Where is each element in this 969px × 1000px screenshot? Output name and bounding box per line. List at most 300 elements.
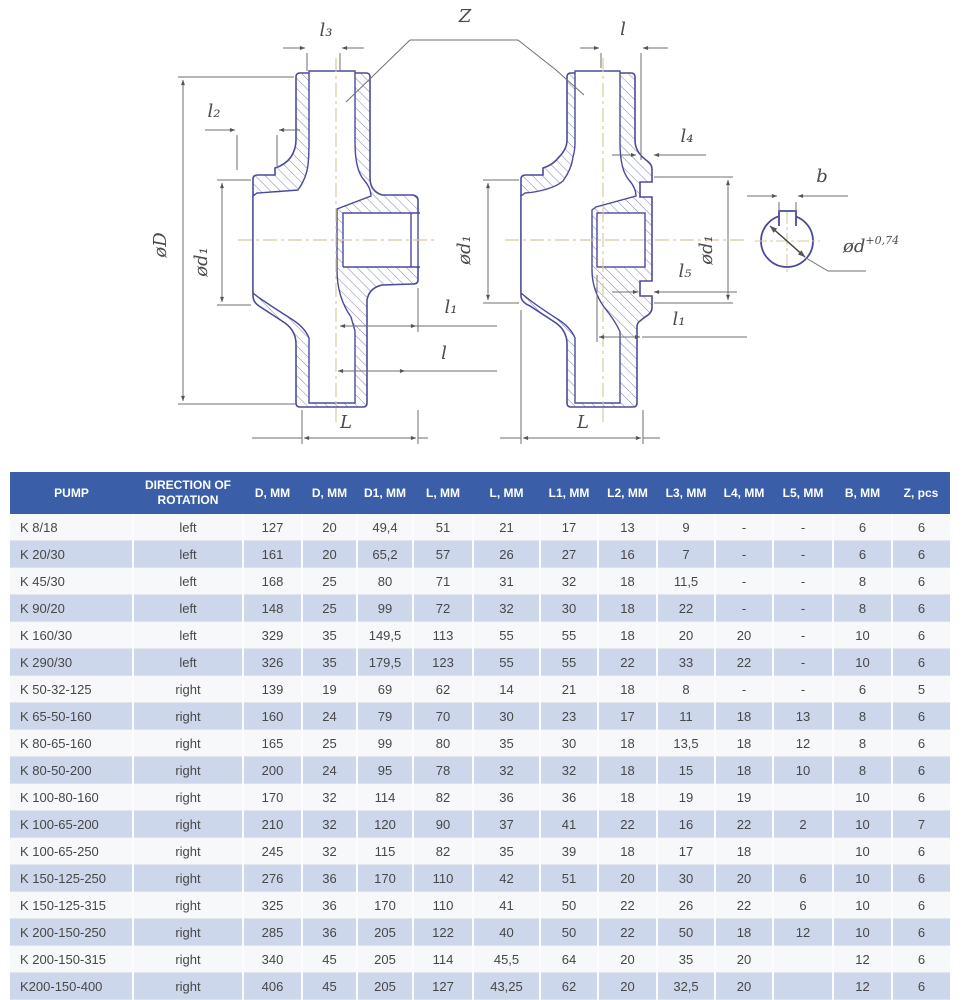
value-cell: 10 xyxy=(833,811,892,838)
table-row-K 100-65-250 xyxy=(10,838,950,865)
pump-table xyxy=(10,472,950,1000)
value-cell: 21 xyxy=(473,514,540,541)
dim-label-phi-D: øD xyxy=(150,232,171,258)
value-cell: 19 xyxy=(657,784,715,811)
table-row-K 160/30 xyxy=(10,622,950,649)
value-cell: 6 xyxy=(892,919,950,946)
value-cell: 20 xyxy=(657,622,715,649)
value-cell: 55 xyxy=(540,622,598,649)
value-cell: 6 xyxy=(892,784,950,811)
value-cell: 127 xyxy=(413,973,473,1000)
value-cell: 160 xyxy=(243,703,302,730)
pump-name-cell: K 80-65-160 xyxy=(10,730,133,757)
value-cell: 39 xyxy=(540,838,598,865)
value-cell: 276 xyxy=(243,865,302,892)
value-cell: 9 xyxy=(657,514,715,541)
pump-name-cell: K 20/30 xyxy=(10,541,133,568)
value-cell: 71 xyxy=(413,568,473,595)
column-header-7: L1, MM xyxy=(540,472,598,514)
value-cell: 23 xyxy=(540,703,598,730)
value-cell: 6 xyxy=(892,595,950,622)
value-cell: 16 xyxy=(598,541,657,568)
value-cell: 32 xyxy=(302,811,357,838)
impeller-section-left-view xyxy=(238,58,438,422)
table-row-K 200-150-250 xyxy=(10,919,950,946)
table-row-K 80-65-160 xyxy=(10,730,950,757)
value-cell: 24 xyxy=(302,703,357,730)
value-cell: 55 xyxy=(540,649,598,676)
value-cell: 6 xyxy=(892,541,950,568)
value-cell: 20 xyxy=(302,541,357,568)
value-cell: 50 xyxy=(540,919,598,946)
value-cell: 25 xyxy=(302,595,357,622)
value-cell: 32 xyxy=(473,595,540,622)
dim-label-l1-v1: l₁ xyxy=(444,297,458,318)
dim-label-l-v2: l xyxy=(620,19,626,40)
value-cell: - xyxy=(773,568,833,595)
value-cell: 10 xyxy=(833,865,892,892)
value-cell: 90 xyxy=(413,811,473,838)
value-cell: 79 xyxy=(357,703,413,730)
value-cell: 36 xyxy=(540,784,598,811)
value-cell: 170 xyxy=(357,892,413,919)
table-row-K 45/30 xyxy=(10,568,950,595)
value-cell: 6 xyxy=(892,622,950,649)
value-cell: left xyxy=(133,568,243,595)
value-cell: 18 xyxy=(598,622,657,649)
value-cell: 12 xyxy=(833,973,892,1000)
value-cell xyxy=(773,784,833,811)
value-cell: 99 xyxy=(357,730,413,757)
value-cell: - xyxy=(773,541,833,568)
value-cell: 6 xyxy=(892,892,950,919)
value-cell: 70 xyxy=(413,703,473,730)
value-cell: 62 xyxy=(540,973,598,1000)
value-cell: 120 xyxy=(357,811,413,838)
value-cell: 149,5 xyxy=(357,622,413,649)
value-cell: 200 xyxy=(243,757,302,784)
value-cell: 35 xyxy=(657,946,715,973)
value-cell: - xyxy=(773,649,833,676)
value-cell: 33 xyxy=(657,649,715,676)
value-cell: 25 xyxy=(302,730,357,757)
value-cell: 18 xyxy=(715,757,773,784)
value-cell: 22 xyxy=(657,595,715,622)
value-cell: 25 xyxy=(302,568,357,595)
pump-name-cell: K 200-150-250 xyxy=(10,919,133,946)
value-cell: 30 xyxy=(540,730,598,757)
value-cell: 17 xyxy=(598,703,657,730)
dim-label-phi-d1-v2-right: ød₁ xyxy=(696,235,717,265)
value-cell: 205 xyxy=(357,973,413,1000)
value-cell: 36 xyxy=(302,892,357,919)
dim-label-L-v2: L xyxy=(577,412,589,433)
dim-label-l-v1: l xyxy=(441,343,447,364)
value-cell: 10 xyxy=(833,892,892,919)
table-row-K 100-65-200 xyxy=(10,811,950,838)
value-cell: 6 xyxy=(892,973,950,1000)
pump-name-cell: K 50-32-125 xyxy=(10,676,133,703)
value-cell: 20 xyxy=(715,973,773,1000)
value-cell: 20 xyxy=(302,514,357,541)
value-cell: 170 xyxy=(357,865,413,892)
value-cell: - xyxy=(773,595,833,622)
value-cell: 110 xyxy=(413,892,473,919)
dim-label-phi-d1-v1: ød₁ xyxy=(191,247,212,277)
column-header-12: B, MM xyxy=(833,472,892,514)
value-cell: 18 xyxy=(598,568,657,595)
pump-name-cell: K 65-50-160 xyxy=(10,703,133,730)
value-cell: 22 xyxy=(598,649,657,676)
value-cell: 50 xyxy=(657,919,715,946)
value-cell: 32,5 xyxy=(657,973,715,1000)
column-header-6: L, MM xyxy=(473,472,540,514)
pump-name-cell: K 80-50-200 xyxy=(10,757,133,784)
value-cell: - xyxy=(715,595,773,622)
value-cell: 329 xyxy=(243,622,302,649)
column-header-13: Z, pcs xyxy=(892,472,950,514)
pump-name-cell: K 100-80-160 xyxy=(10,784,133,811)
value-cell: 22 xyxy=(715,892,773,919)
value-cell: 406 xyxy=(243,973,302,1000)
value-cell: 80 xyxy=(357,568,413,595)
value-cell: 20 xyxy=(715,622,773,649)
value-cell: 6 xyxy=(773,865,833,892)
value-cell: - xyxy=(715,568,773,595)
value-cell: 43,25 xyxy=(473,973,540,1000)
value-cell: 20 xyxy=(598,946,657,973)
value-cell: 19 xyxy=(302,676,357,703)
value-cell: 18 xyxy=(715,919,773,946)
value-cell: - xyxy=(715,541,773,568)
value-cell: 18 xyxy=(598,757,657,784)
value-cell: 18 xyxy=(598,676,657,703)
value-cell: 6 xyxy=(892,568,950,595)
value-cell: left xyxy=(133,649,243,676)
value-cell: - xyxy=(773,622,833,649)
value-cell: 6 xyxy=(892,946,950,973)
value-cell: 26 xyxy=(473,541,540,568)
pump-name-cell: K 8/18 xyxy=(10,514,133,541)
pump-name-cell: K 290/30 xyxy=(10,649,133,676)
value-cell: 210 xyxy=(243,811,302,838)
value-cell: 18 xyxy=(598,595,657,622)
value-cell: left xyxy=(133,541,243,568)
value-cell: 20 xyxy=(598,973,657,1000)
value-cell: 8 xyxy=(833,730,892,757)
column-header-4: D1, MM xyxy=(357,472,413,514)
value-cell: right xyxy=(133,811,243,838)
table-row-K 80-50-200 xyxy=(10,757,950,784)
value-cell: 18 xyxy=(598,784,657,811)
shaft-bore-detail xyxy=(755,211,820,272)
value-cell: 6 xyxy=(892,730,950,757)
value-cell: 80 xyxy=(413,730,473,757)
value-cell: 22 xyxy=(598,811,657,838)
value-cell: 36 xyxy=(302,919,357,946)
column-header-0: PUMP xyxy=(10,472,133,514)
value-cell: right xyxy=(133,784,243,811)
value-cell: 45,5 xyxy=(473,946,540,973)
value-cell: 10 xyxy=(833,838,892,865)
value-cell: 13,5 xyxy=(657,730,715,757)
value-cell: 6 xyxy=(892,838,950,865)
value-cell: right xyxy=(133,946,243,973)
value-cell: 113 xyxy=(413,622,473,649)
value-cell: 51 xyxy=(540,865,598,892)
value-cell: 69 xyxy=(357,676,413,703)
value-cell: 65,2 xyxy=(357,541,413,568)
value-cell: 325 xyxy=(243,892,302,919)
pump-dimensions-table xyxy=(10,472,950,1000)
value-cell: 35 xyxy=(473,838,540,865)
dim-label-l4: l₄ xyxy=(680,126,694,147)
value-cell: 20 xyxy=(715,946,773,973)
value-cell: - xyxy=(773,514,833,541)
value-cell: 40 xyxy=(473,919,540,946)
value-cell: 45 xyxy=(302,973,357,1000)
value-cell: 30 xyxy=(473,703,540,730)
value-cell: 115 xyxy=(357,838,413,865)
value-cell: 95 xyxy=(357,757,413,784)
value-cell: 35 xyxy=(302,622,357,649)
value-cell: 26 xyxy=(657,892,715,919)
value-cell: 8 xyxy=(833,757,892,784)
value-cell xyxy=(773,838,833,865)
value-cell: 8 xyxy=(657,676,715,703)
value-cell: 6 xyxy=(833,676,892,703)
table-row-K 200-150-315 xyxy=(10,946,950,973)
dim-label-phi-d1-v2-left: ød₁ xyxy=(454,235,475,265)
dim-label-phi-d-tolerance: $ød^{+0,74}$ xyxy=(843,234,900,257)
value-cell: 16 xyxy=(657,811,715,838)
pump-name-cell: K 100-65-250 xyxy=(10,838,133,865)
value-cell: 41 xyxy=(540,811,598,838)
value-cell: 24 xyxy=(302,757,357,784)
value-cell: 11,5 xyxy=(657,568,715,595)
value-cell: - xyxy=(715,676,773,703)
value-cell: 18 xyxy=(715,703,773,730)
value-cell: 10 xyxy=(833,784,892,811)
value-cell: 82 xyxy=(413,838,473,865)
table-row-K200-150-400 xyxy=(10,973,950,1000)
value-cell: left xyxy=(133,622,243,649)
value-cell: 12 xyxy=(833,946,892,973)
value-cell: 245 xyxy=(243,838,302,865)
value-cell: 32 xyxy=(473,757,540,784)
value-cell: 27 xyxy=(540,541,598,568)
value-cell: 31 xyxy=(473,568,540,595)
value-cell: 340 xyxy=(243,946,302,973)
value-cell: 99 xyxy=(357,595,413,622)
value-cell: 62 xyxy=(413,676,473,703)
dim-label-l3: l₃ xyxy=(319,20,333,41)
value-cell: right xyxy=(133,676,243,703)
value-cell: 57 xyxy=(413,541,473,568)
value-cell: 285 xyxy=(243,919,302,946)
value-cell: 18 xyxy=(715,730,773,757)
value-cell: 7 xyxy=(892,811,950,838)
value-cell: 139 xyxy=(243,676,302,703)
value-cell: right xyxy=(133,730,243,757)
pump-name-cell: K 200-150-315 xyxy=(10,946,133,973)
value-cell: 55 xyxy=(473,649,540,676)
value-cell: 82 xyxy=(413,784,473,811)
dim-label-L-v1: L xyxy=(340,412,352,433)
value-cell: 45 xyxy=(302,946,357,973)
value-cell: 18 xyxy=(598,838,657,865)
value-cell xyxy=(773,946,833,973)
value-cell: 35 xyxy=(473,730,540,757)
value-cell: right xyxy=(133,838,243,865)
value-cell: right xyxy=(133,973,243,1000)
value-cell: right xyxy=(133,919,243,946)
table-row-K 90/20 xyxy=(10,595,950,622)
pump-name-cell: K 100-65-200 xyxy=(10,811,133,838)
value-cell: 17 xyxy=(657,838,715,865)
value-cell: 114 xyxy=(413,946,473,973)
value-cell: 49,4 xyxy=(357,514,413,541)
table-row-K 290/30 xyxy=(10,649,950,676)
value-cell: 5 xyxy=(892,676,950,703)
value-cell: 36 xyxy=(473,784,540,811)
value-cell: left xyxy=(133,595,243,622)
column-header-2: D, MM xyxy=(243,472,302,514)
value-cell: 37 xyxy=(473,811,540,838)
dim-label-z: Z xyxy=(458,6,472,27)
value-cell: 6 xyxy=(892,649,950,676)
value-cell: 18 xyxy=(715,838,773,865)
column-header-11: L5, MM xyxy=(773,472,833,514)
value-cell: - xyxy=(715,514,773,541)
value-cell: 13 xyxy=(598,514,657,541)
value-cell xyxy=(773,973,833,1000)
value-cell: 205 xyxy=(357,946,413,973)
value-cell: 35 xyxy=(302,649,357,676)
value-cell: 12 xyxy=(773,730,833,757)
value-cell: 170 xyxy=(243,784,302,811)
value-cell: 114 xyxy=(357,784,413,811)
value-cell: 2 xyxy=(773,811,833,838)
value-cell: 42 xyxy=(473,865,540,892)
value-cell: 6 xyxy=(892,703,950,730)
value-cell: 161 xyxy=(243,541,302,568)
table-row-K 50-32-125 xyxy=(10,676,950,703)
table-row-K 8/18 xyxy=(10,514,950,541)
value-cell: 78 xyxy=(413,757,473,784)
value-cell: 165 xyxy=(243,730,302,757)
value-cell: 22 xyxy=(598,919,657,946)
value-cell: 8 xyxy=(833,703,892,730)
pump-name-cell: K200-150-400 xyxy=(10,973,133,1000)
dim-label-l2: l₂ xyxy=(207,101,221,122)
value-cell: 127 xyxy=(243,514,302,541)
value-cell: - xyxy=(773,676,833,703)
value-cell: 123 xyxy=(413,649,473,676)
value-cell: 22 xyxy=(715,649,773,676)
value-cell: 20 xyxy=(715,865,773,892)
value-cell: left xyxy=(133,514,243,541)
value-cell: 6 xyxy=(773,892,833,919)
column-header-8: L2, MM xyxy=(598,472,657,514)
table-row-K 150-125-315 xyxy=(10,892,950,919)
value-cell: 6 xyxy=(892,514,950,541)
technical-drawing xyxy=(0,0,969,468)
value-cell: 8 xyxy=(833,595,892,622)
column-header-5: L, MM xyxy=(413,472,473,514)
value-cell: right xyxy=(133,865,243,892)
table-row-K 65-50-160 xyxy=(10,703,950,730)
column-header-9: L3, MM xyxy=(657,472,715,514)
value-cell: 8 xyxy=(833,568,892,595)
value-cell: 110 xyxy=(413,865,473,892)
value-cell: 14 xyxy=(473,676,540,703)
table-row-K 100-80-160 xyxy=(10,784,950,811)
value-cell: right xyxy=(133,703,243,730)
value-cell: 122 xyxy=(413,919,473,946)
value-cell: 32 xyxy=(302,784,357,811)
value-cell: 6 xyxy=(833,514,892,541)
value-cell: 30 xyxy=(657,865,715,892)
value-cell: 21 xyxy=(540,676,598,703)
value-cell: 7 xyxy=(657,541,715,568)
value-cell: 32 xyxy=(540,757,598,784)
table-header-row xyxy=(10,472,950,514)
pump-name-cell: K 90/20 xyxy=(10,595,133,622)
pump-name-cell: K 45/30 xyxy=(10,568,133,595)
value-cell: 6 xyxy=(833,541,892,568)
value-cell: 50 xyxy=(540,892,598,919)
value-cell: 10 xyxy=(833,919,892,946)
value-cell: 11 xyxy=(657,703,715,730)
dim-label-l5: l₅ xyxy=(678,261,692,282)
column-header-10: L4, MM xyxy=(715,472,773,514)
value-cell: 64 xyxy=(540,946,598,973)
value-cell: 13 xyxy=(773,703,833,730)
value-cell: 15 xyxy=(657,757,715,784)
value-cell: 10 xyxy=(773,757,833,784)
value-cell: 179,5 xyxy=(357,649,413,676)
column-header-3: D, MM xyxy=(302,472,357,514)
column-header-1: DIRECTION OF ROTATION xyxy=(133,472,243,514)
pump-name-cell: K 150-125-250 xyxy=(10,865,133,892)
value-cell: 30 xyxy=(540,595,598,622)
value-cell: 148 xyxy=(243,595,302,622)
value-cell: 22 xyxy=(715,811,773,838)
value-cell: 51 xyxy=(413,514,473,541)
value-cell: 168 xyxy=(243,568,302,595)
dim-label-l1-v2: l₁ xyxy=(672,309,686,330)
value-cell: right xyxy=(133,892,243,919)
value-cell: 10 xyxy=(833,622,892,649)
value-cell: 19 xyxy=(715,784,773,811)
value-cell: 10 xyxy=(833,649,892,676)
value-cell: 32 xyxy=(540,568,598,595)
value-cell: 205 xyxy=(357,919,413,946)
value-cell: right xyxy=(133,757,243,784)
value-cell: 6 xyxy=(892,757,950,784)
value-cell: 12 xyxy=(773,919,833,946)
value-cell: 55 xyxy=(473,622,540,649)
table-row-K 150-125-250 xyxy=(10,865,950,892)
value-cell: 22 xyxy=(598,892,657,919)
value-cell: 18 xyxy=(598,730,657,757)
value-cell: 32 xyxy=(302,838,357,865)
pump-name-cell: K 150-125-315 xyxy=(10,892,133,919)
value-cell: 20 xyxy=(598,865,657,892)
value-cell: 326 xyxy=(243,649,302,676)
value-cell: 17 xyxy=(540,514,598,541)
